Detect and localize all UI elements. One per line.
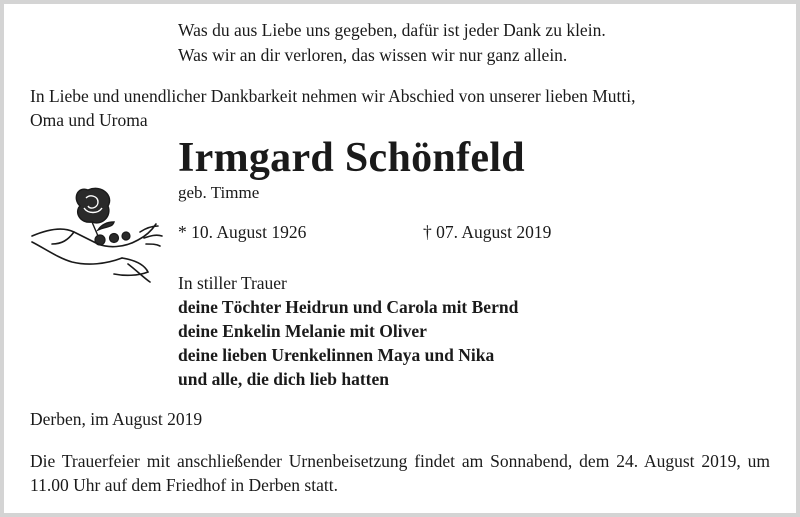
funeral-line: Die Trauerfeier mit anschließender Urnenbeisetzung findet am Sonnabend, dem	[30, 451, 610, 471]
life-dates	[178, 222, 598, 243]
mourner-line: deine lieben Urenkelinnen Maya und Nika	[178, 345, 495, 365]
intro-text	[30, 84, 775, 132]
intro-line: In Liebe und unendlicher Dankbarkeit nehmen wir Abschied von unserer lieben Mutti,	[30, 86, 636, 106]
deceased-name: Irmgard Schönfeld	[178, 135, 525, 181]
hands-rose-illustration	[28, 178, 168, 288]
poem-line: Was wir an dir verloren, das wissen wir nur ganz allein.	[178, 45, 568, 65]
funeral-notice	[30, 449, 770, 497]
birth-name: geb. Timme	[178, 183, 260, 202]
intro-line: Oma und Uroma	[30, 110, 148, 130]
mourning-intro: In stiller Trauer	[178, 273, 287, 293]
mourners-block	[178, 271, 518, 391]
mourner-line: deine Enkelin Melanie mit Oliver	[178, 321, 427, 341]
death-date: † 07. August 2019	[423, 222, 552, 242]
mourner-line: deine Töchter Heidrun und Carola mit Bernd	[178, 297, 519, 317]
funeral-line: 24. August 2019, um 11.00 Uhr auf dem Friedhof in Derben statt.	[30, 451, 771, 495]
place-date: Derben, im August 2019	[30, 409, 203, 429]
poem	[178, 18, 606, 68]
birth-date: * 10. August 1926	[178, 222, 307, 242]
poem-line: Was du aus Liebe uns gegeben, dafür ist jeder Dank zu klein.	[178, 20, 606, 40]
mourner-line: und alle, die dich lieb hatten	[178, 369, 390, 389]
